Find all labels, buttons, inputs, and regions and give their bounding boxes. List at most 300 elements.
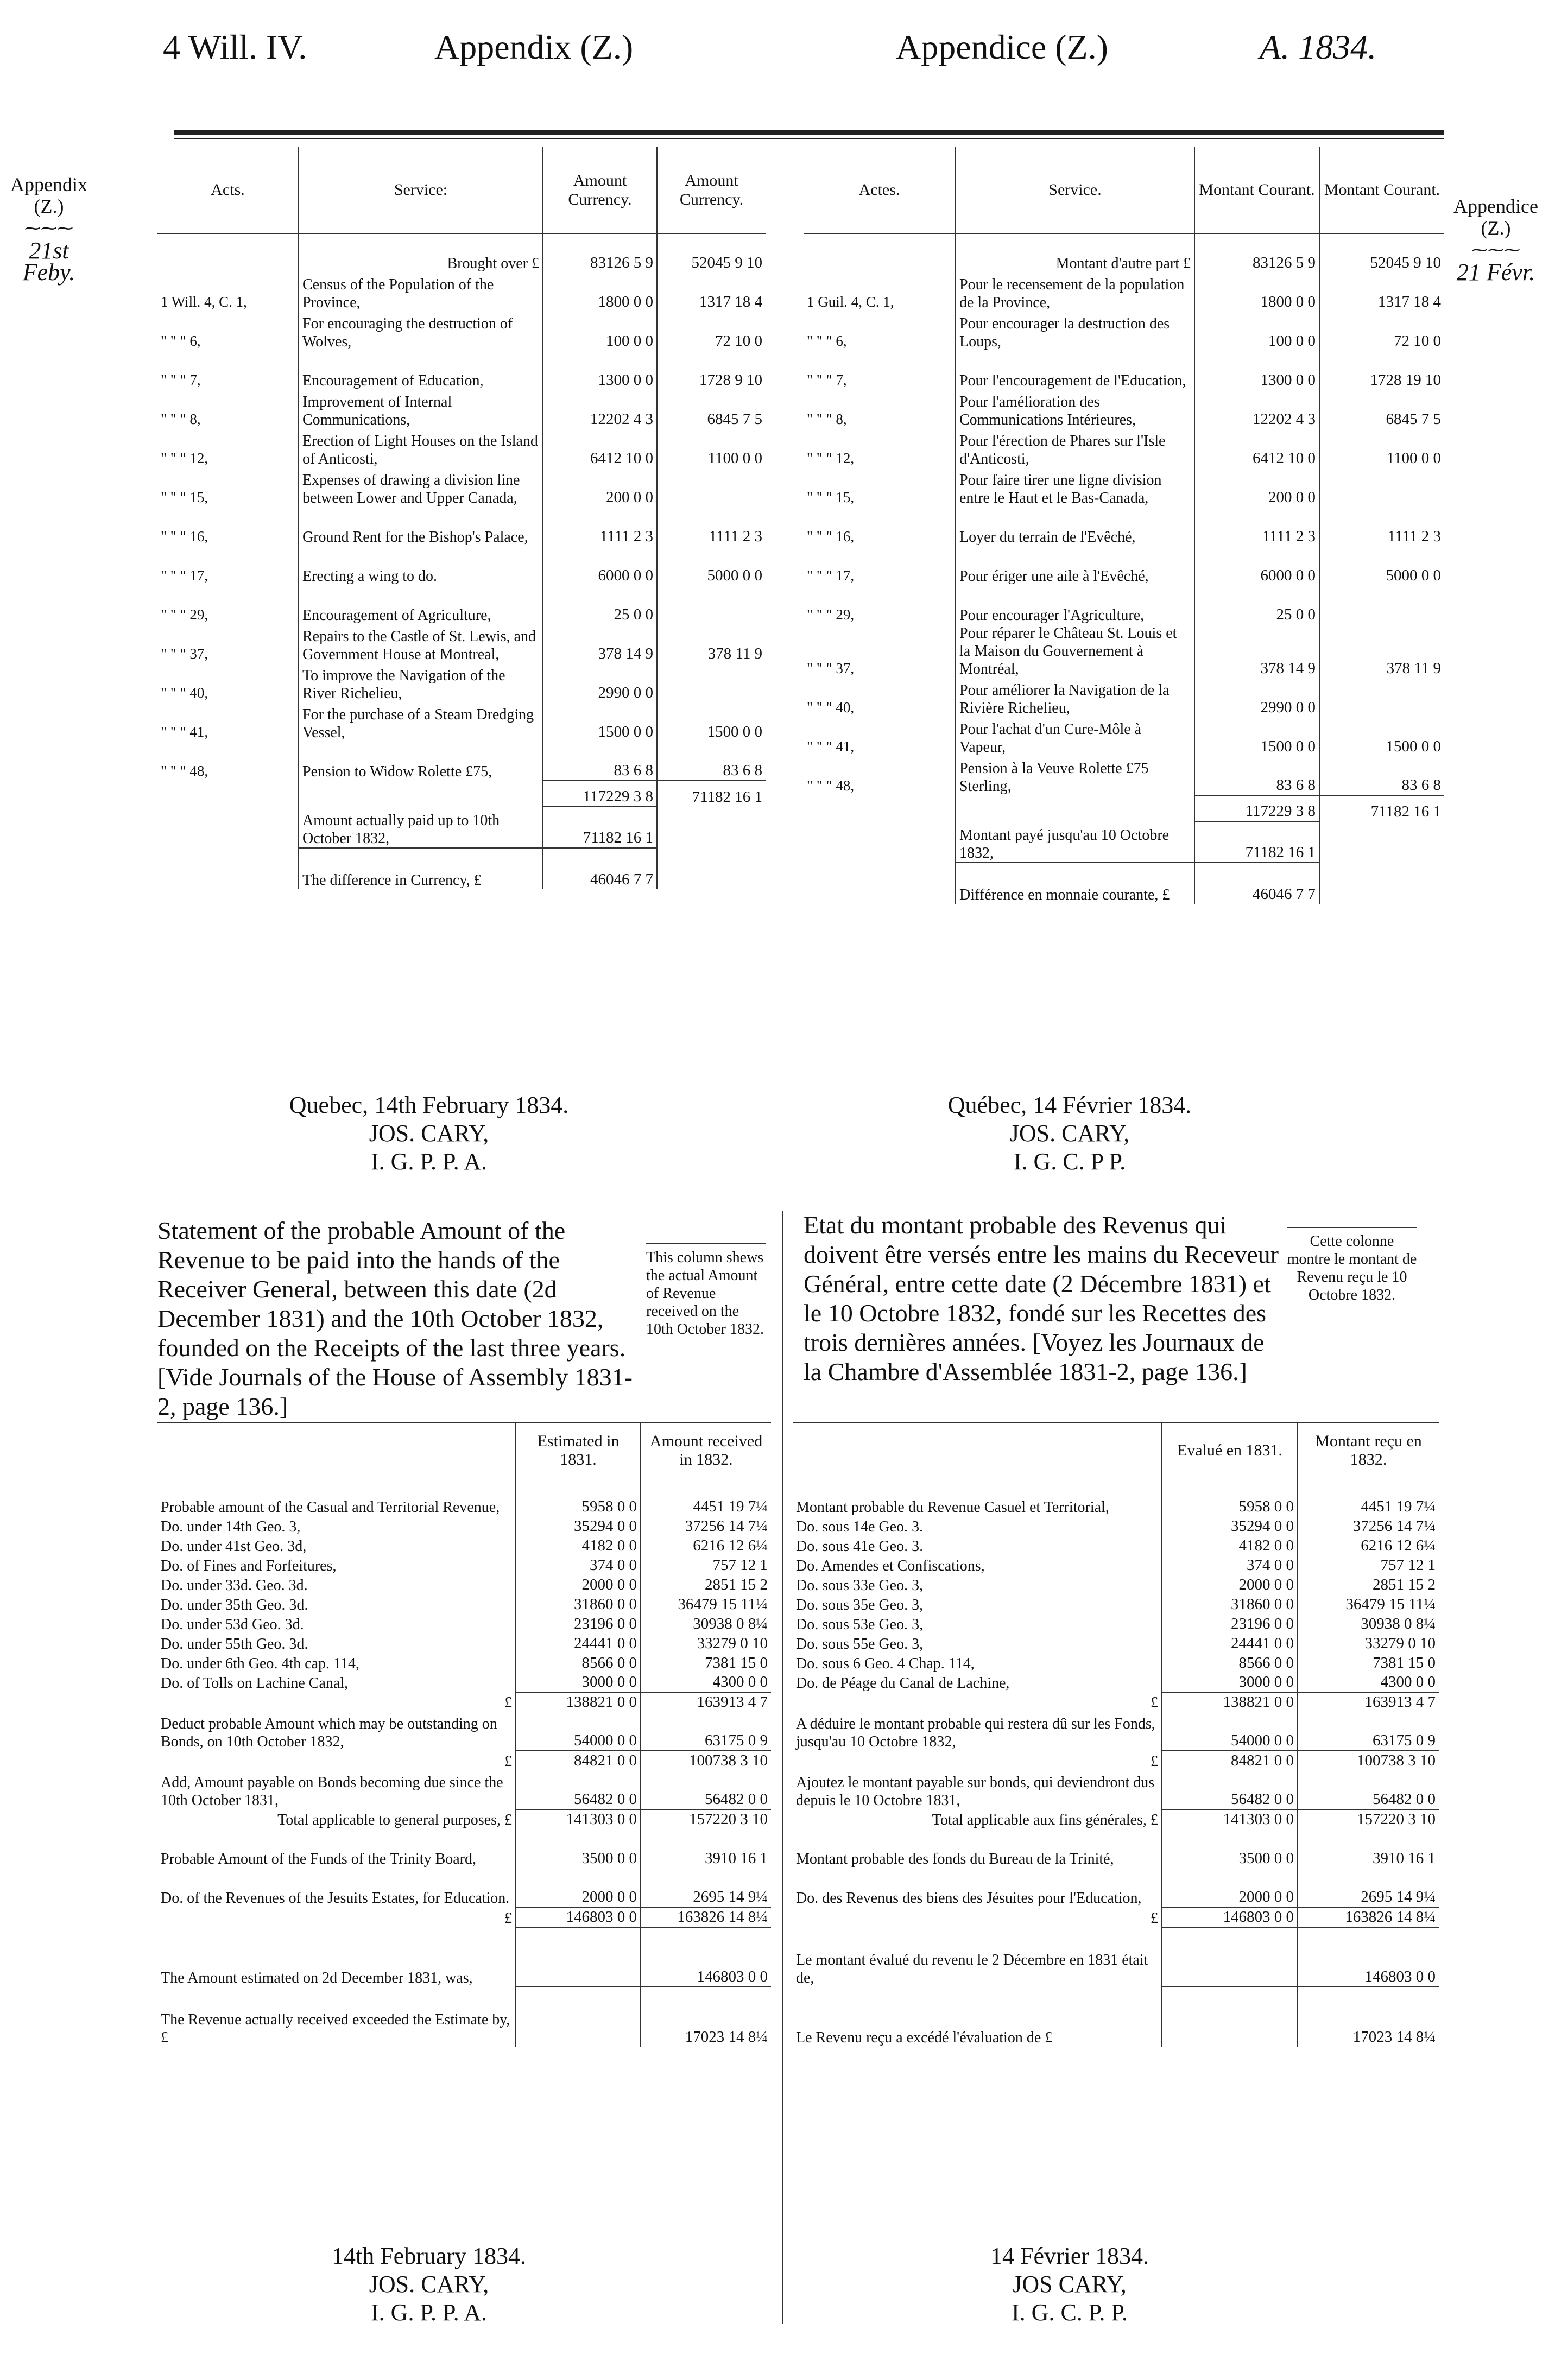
signature-title: I. G. C. P P. (1013, 1148, 1126, 1175)
amount-estimated: 2000 0 0 (516, 1868, 641, 1907)
revenue-table-fr (793, 1422, 1439, 2047)
paid-row (804, 821, 1444, 863)
amount-received: 33279 0 10 (697, 1635, 768, 1652)
paid-row (157, 807, 766, 848)
amount-paid: 1500 0 0 (1386, 738, 1441, 755)
service-label: Encouragement of Agriculture, (299, 585, 543, 624)
revenue-label: Do. sous 55e Geo. 3, (793, 1634, 1162, 1653)
service-label: Pour réparer le Château St. Louis et la Maison du Gouvernement à Montréal, (956, 624, 1194, 678)
amount-estimated: 200 0 0 (1194, 468, 1319, 507)
col-amount: Amount Currency. (543, 147, 657, 233)
amount-estimated: 54000 0 0 (516, 1712, 641, 1751)
amount-estimated: 6412 10 0 (543, 429, 657, 468)
margin-left (5, 174, 92, 286)
amount-received: 6216 12 6¼ (693, 1537, 768, 1554)
amount-received: 757 12 1 (1380, 1556, 1436, 1574)
amount-estimated: 3000 0 0 (1162, 1673, 1298, 1692)
table-row (157, 351, 766, 390)
amount-estimated: 56482 0 0 (1162, 1770, 1298, 1809)
amount-paid: 6845 7 5 (1386, 410, 1441, 428)
amount-received: 36479 15 11¼ (678, 1596, 768, 1613)
header-rule-thin (174, 138, 1444, 139)
amount-estimated: 100 0 0 (543, 312, 657, 351)
amount-estimated: 2990 0 0 (543, 663, 657, 702)
act-ref: " " " 37, (804, 624, 956, 678)
table-row (157, 1907, 771, 1927)
revenue-label: Do. of Fines and Forfeitures, (157, 1555, 516, 1575)
table-row (793, 1751, 1439, 1770)
amount-estimated: 200 0 0 (543, 468, 657, 507)
revenue-label: Do. des Revenus des biens des Jésuites pour l'Education, (793, 1868, 1162, 1907)
col-service: Service. (956, 147, 1194, 233)
amount-estimated: 100 0 0 (1194, 312, 1319, 351)
act-ref: " " " 41, (157, 702, 299, 742)
amount-received: 37256 14 7¼ (685, 1517, 768, 1535)
total-row (804, 795, 1444, 821)
amount-estimated: 1111 2 3 (1194, 507, 1319, 546)
service-label: Pour le recensement de la population de la Province, (956, 273, 1194, 312)
act-ref: " " " 15, (804, 468, 956, 507)
statement-fr-note: Cette colonne montre le montant de Revenu reçu le 10 Octobre 1832. (1287, 1227, 1417, 1304)
amount-estimated: 24441 0 0 (516, 1634, 641, 1653)
table-row (793, 1829, 1439, 1868)
amount-received: 33279 0 10 (1364, 1635, 1436, 1652)
exceed-value: 17023 14 8¼ (1298, 1987, 1439, 2047)
service-label: Pour améliorer la Navigation de la Rivière Richelieu, (956, 678, 1194, 717)
table-row (804, 624, 1444, 678)
amount-estimated: 31860 0 0 (1162, 1594, 1298, 1614)
service-label: Pour encourager la destruction des Loups, (956, 312, 1194, 351)
table-row (157, 1692, 771, 1712)
table-row (793, 1634, 1439, 1653)
blank-cell (157, 781, 299, 807)
table-row (804, 546, 1444, 585)
amount-received: 163913 4 7 (1298, 1692, 1439, 1712)
act-ref: " " " 7, (157, 351, 299, 390)
estimate-value: 146803 0 0 (1298, 1927, 1439, 1987)
total-row (157, 781, 766, 807)
table-row (793, 1516, 1439, 1536)
service-label: Pension à la Veuve Rolette £75 Sterling, (956, 756, 1194, 795)
act-ref: " " " 17, (157, 546, 299, 585)
amount-estimated: 8566 0 0 (516, 1653, 641, 1673)
header-year: A. 1834. (1260, 28, 1377, 66)
service-label: Montant d'autre part £ (956, 233, 1194, 273)
amount-estimated: 138821 0 0 (1162, 1692, 1298, 1712)
table-row (804, 507, 1444, 546)
table-row (793, 1614, 1439, 1634)
amount-estimated: 374 0 0 (1162, 1555, 1298, 1575)
amount-estimated: 2000 0 0 (1162, 1575, 1298, 1594)
amount-received: 63175 0 9 (1373, 1732, 1436, 1749)
act-ref: " " " 40, (804, 678, 956, 717)
amount-estimated: 1300 0 0 (1194, 351, 1319, 390)
service-label: Pour l'encouragement de l'Education, (956, 351, 1194, 390)
table-row (793, 1673, 1439, 1692)
blank-cell (804, 863, 956, 904)
amount-received: 63175 0 9 (705, 1732, 768, 1749)
blank-cell (157, 848, 299, 889)
amount-received: 4300 0 0 (1380, 1673, 1436, 1691)
amount-received: 157220 3 10 (641, 1809, 771, 1829)
act-ref: " " " 40, (157, 663, 299, 702)
amount-received: 163826 14 8¼ (1298, 1907, 1439, 1927)
table-row (157, 1829, 771, 1868)
signature-en-1 (239, 1091, 619, 1176)
table-row (157, 468, 766, 507)
amount-estimated: 1800 0 0 (1194, 273, 1319, 312)
service-label: For the purchase of a Steam Dredging Vessel, (299, 702, 543, 742)
amount-paid: 378 11 9 (707, 645, 762, 662)
service-label: Pour encourager l'Agriculture, (956, 585, 1194, 624)
amount-paid: 1317 18 4 (1378, 293, 1441, 311)
amount-received: 30938 0 8¼ (693, 1615, 768, 1632)
amount-received: 2851 15 2 (705, 1576, 768, 1593)
revenue-label: Do. under 53d Geo. 3d. (157, 1614, 516, 1634)
amount-estimated: 25 0 0 (543, 585, 657, 624)
table-row (793, 1712, 1439, 1751)
service-label: Pour l'achat d'un Cure-Môle à Vapeur, (956, 717, 1194, 756)
amount-received: 163826 14 8¼ (641, 1907, 771, 1927)
amount-estimated: 146803 0 0 (1162, 1907, 1298, 1927)
service-label: Brought over £ (299, 233, 543, 273)
amount-received: 757 12 1 (712, 1556, 768, 1574)
revenue-label: Probable Amount of the Funds of the Trinity Board, (157, 1829, 516, 1868)
blank-cell (657, 807, 766, 848)
amount-estimated: 3500 0 0 (516, 1829, 641, 1868)
revenue-label: Do. Amendes et Confiscations, (793, 1555, 1162, 1575)
signature-place: 14 Février 1834. (990, 2243, 1149, 2269)
service-label: Loyer du terrain de l'Evêché, (956, 507, 1194, 546)
col-evalue: Evalué en 1831. (1162, 1423, 1298, 1477)
blank-cell (1319, 821, 1444, 863)
service-label: Repairs to the Castle of St. Lewis, and Government House at Montreal, (299, 624, 543, 663)
table-row (157, 1477, 771, 1516)
service-label: For encouraging the destruction of Wolves, (299, 312, 543, 351)
amount-estimated: 2000 0 0 (1162, 1868, 1298, 1907)
estimate-label: The Amount estimated on 2d December 1831, was, (157, 1927, 516, 1987)
blank-cell (516, 1927, 641, 1987)
signature-title: I. G. P. P. A. (371, 2299, 487, 2326)
amount-estimated: 83 6 8 (1194, 756, 1319, 795)
revenue-label: £ (157, 1692, 516, 1712)
column-divider (782, 1211, 783, 2324)
col-montant: Montant Courant. (1194, 147, 1319, 233)
table-row (157, 429, 766, 468)
amount-estimated: 5958 0 0 (516, 1477, 641, 1516)
exceed-row (157, 1987, 771, 2047)
statement-fr-text: Etat du montant probable des Revenus qui doivent être versés entre les mains du Receveur Général, entre cette date (2 Décembre 1831) et le 10 Octobre 1832, fondé sur les Recettes des trois dernières années. [Voyez les Journaux de la Chambre d'Assemblée 1831-2, page 136.] (804, 1211, 1279, 1385)
amount-received: 4451 19 7¼ (1361, 1498, 1436, 1515)
amount-received: 4300 0 0 (712, 1673, 768, 1691)
blank-cell (516, 1987, 641, 2047)
table-row (157, 1594, 771, 1614)
total-amount: 117229 3 8 (543, 781, 657, 807)
table-row (157, 1868, 771, 1907)
col-acts: Acts. (157, 147, 299, 233)
revenue-label: Do. sous 35e Geo. 3, (793, 1594, 1162, 1614)
amount-received: 2851 15 2 (1373, 1576, 1436, 1593)
amount-estimated: 1500 0 0 (543, 702, 657, 742)
table-row (157, 663, 766, 702)
table-row (804, 468, 1444, 507)
table-row (793, 1594, 1439, 1614)
paid-value: 71182 16 1 (1194, 821, 1319, 863)
table-row (804, 756, 1444, 795)
amount-received: 7381 15 0 (705, 1654, 768, 1672)
table-row (157, 1536, 771, 1555)
signature-title: I. G. C. P. P. (1012, 2299, 1128, 2326)
table-row (793, 1477, 1439, 1516)
total-amount: 117229 3 8 (1194, 795, 1319, 821)
amount-estimated: 35294 0 0 (516, 1516, 641, 1536)
table-row (793, 1692, 1439, 1712)
revenue-label: Do. sous 33e Geo. 3, (793, 1575, 1162, 1594)
margin-right-date: 21 Févr. (1456, 259, 1535, 286)
total-paid: 71182 16 1 (657, 781, 766, 807)
signature-place: Québec, 14 Février 1834. (947, 1092, 1192, 1118)
revenue-label: £ (157, 1907, 516, 1927)
amount-paid: 5000 0 0 (1386, 567, 1441, 584)
col-actes: Actes. (804, 147, 956, 233)
service-table-fr (804, 147, 1444, 904)
table-row (157, 624, 766, 663)
service-label: Expenses of drawing a division line between Lower and Upper Canada, (299, 468, 543, 507)
signature-name: JOS. CARY, (369, 1120, 489, 1147)
amount-received: 7381 15 0 (1373, 1654, 1436, 1672)
exceed-label: The Revenue actually received exceeded the Estimate by, £ (157, 1987, 516, 2047)
revenue-label: Do. under 55th Geo. 3d. (157, 1634, 516, 1653)
service-label: Pour faire tirer une ligne division entre le Haut et le Bas-Canada, (956, 468, 1194, 507)
amount-paid: 1111 2 3 (709, 528, 762, 545)
revenue-label: Do. under 6th Geo. 4th cap. 114, (157, 1653, 516, 1673)
amount-estimated: 141303 0 0 (1162, 1809, 1298, 1829)
table-row (157, 585, 766, 624)
amount-received: 30938 0 8¼ (1361, 1615, 1436, 1632)
blank-cell (299, 781, 543, 807)
amount-received: 2695 14 9¼ (693, 1888, 768, 1906)
revenue-label: Probable amount of the Casual and Territorial Revenue, (157, 1477, 516, 1516)
table-row (804, 717, 1444, 756)
amount-paid (657, 663, 766, 702)
flourish-icon: ⁓⁓⁓ (1471, 241, 1520, 259)
estimate-row (793, 1927, 1439, 1987)
amount-paid: 72 10 0 (715, 332, 762, 350)
amount-estimated: 31860 0 0 (516, 1594, 641, 1614)
amount-estimated: 8566 0 0 (1162, 1653, 1298, 1673)
act-ref: " " " 8, (157, 390, 299, 429)
amount-paid: 5000 0 0 (707, 567, 762, 584)
revenue-label: Do. sous 14e Geo. 3. (793, 1516, 1162, 1536)
table-row (793, 1868, 1439, 1907)
difference-label: The difference in Currency, £ (299, 848, 543, 889)
paid-value: 71182 16 1 (543, 807, 657, 848)
amount-received: 36479 15 11¼ (1345, 1596, 1436, 1613)
service-label: Erection of Light Houses on the Island of Anticosti, (299, 429, 543, 468)
table-row (157, 1712, 771, 1751)
header-appendix-fr: Appendice (Z.) (896, 28, 1108, 66)
service-label: Pension to Widow Rolette £75, (299, 742, 543, 781)
amount-paid: 52045 9 10 (691, 254, 762, 271)
table-row (157, 1770, 771, 1809)
table-row (804, 429, 1444, 468)
difference-value: 46046 7 7 (1194, 863, 1319, 904)
table-row (804, 351, 1444, 390)
act-ref: " " " 48, (157, 742, 299, 781)
amount-estimated: 24441 0 0 (1162, 1634, 1298, 1653)
amount-paid: 6845 7 5 (707, 410, 762, 428)
blank-cell (804, 795, 956, 821)
service-label: Ground Rent for the Bishop's Palace, (299, 507, 543, 546)
service-table-en (157, 147, 766, 889)
act-ref (157, 233, 299, 273)
table-row (157, 312, 766, 351)
signature-place: Quebec, 14th February 1834. (289, 1092, 569, 1118)
amount-estimated: 4182 0 0 (516, 1536, 641, 1555)
amount-estimated: 3500 0 0 (1162, 1829, 1298, 1868)
amount-estimated: 1800 0 0 (543, 273, 657, 312)
amount-estimated: 23196 0 0 (516, 1614, 641, 1634)
amount-estimated: 23196 0 0 (1162, 1614, 1298, 1634)
revenue-label: Do. sous 53e Geo. 3, (793, 1614, 1162, 1634)
act-ref: " " " 7, (804, 351, 956, 390)
signature-fr-2 (880, 2242, 1260, 2327)
margin-left-label: Appendix (Z.) (10, 174, 87, 217)
amount-paid: 1728 9 10 (699, 371, 762, 389)
amount-received: 3910 16 1 (705, 1850, 768, 1867)
amount-paid: 1100 0 0 (707, 450, 762, 467)
table-row (793, 1653, 1439, 1673)
amount-received: 56482 0 0 (1373, 1790, 1436, 1808)
amount-received: 100738 3 10 (1298, 1751, 1439, 1770)
amount-paid (657, 585, 766, 624)
flourish-icon: ⁓⁓⁓ (24, 219, 73, 237)
service-label: Erecting a wing to do. (299, 546, 543, 585)
blank-cell (1162, 1987, 1298, 2047)
revenue-label: Do. sous 41e Geo. 3. (793, 1536, 1162, 1555)
revenue-label: £ (793, 1692, 1162, 1712)
total-paid: 71182 16 1 (1319, 795, 1444, 821)
amount-paid: 378 11 9 (1386, 660, 1441, 677)
service-label: Pour l'érection de Phares sur l'Isle d'Anticosti, (956, 429, 1194, 468)
amount-estimated: 25 0 0 (1194, 585, 1319, 624)
service-label: Encouragement of Education, (299, 351, 543, 390)
amount-paid (1319, 468, 1444, 507)
table-row (157, 1751, 771, 1770)
amount-estimated: 6000 0 0 (543, 546, 657, 585)
table-row (157, 1809, 771, 1829)
table-row (793, 1536, 1439, 1555)
signature-name: JOS CARY, (1013, 2271, 1127, 2297)
amount-received: 2695 14 9¼ (1361, 1888, 1436, 1906)
amount-received: 157220 3 10 (1298, 1809, 1439, 1829)
amount-estimated: 83 6 8 (543, 742, 657, 781)
signature-en-2 (239, 2242, 619, 2327)
amount-paid: 1111 2 3 (1387, 528, 1441, 545)
revenue-label: Do. under 41st Geo. 3d, (157, 1536, 516, 1555)
amount-paid: 1317 18 4 (699, 293, 762, 311)
amount-paid: 52045 9 10 (1370, 254, 1441, 271)
amount-estimated: 1300 0 0 (543, 351, 657, 390)
amount-estimated: 84821 0 0 (1162, 1751, 1298, 1770)
signature-name: JOS. CARY, (1009, 1120, 1130, 1147)
act-ref: " " " 48, (804, 756, 956, 795)
blank-cell (157, 807, 299, 848)
col-amount: Amount Currency. (657, 147, 766, 233)
difference-row (804, 863, 1444, 904)
amount-estimated: 12202 4 3 (1194, 390, 1319, 429)
revenue-label: Do. sous 6 Geo. 4 Chap. 114, (793, 1653, 1162, 1673)
estimate-row (157, 1927, 771, 1987)
revenue-label: Do. under 33d. Geo. 3d. (157, 1575, 516, 1594)
exceed-row (793, 1987, 1439, 2047)
revenue-label: Deduct probable Amount which may be outstanding on Bonds, on 10th October 1832, (157, 1712, 516, 1751)
amount-paid (1319, 585, 1444, 624)
amount-estimated: 2990 0 0 (1194, 678, 1319, 717)
table-row (157, 273, 766, 312)
blank-cell (956, 795, 1194, 821)
amount-received: 100738 3 10 (641, 1751, 771, 1770)
amount-received: 163913 4 7 (641, 1692, 771, 1712)
amount-paid: 83 6 8 (1401, 776, 1441, 794)
act-ref: " " " 6, (157, 312, 299, 351)
table-row (804, 585, 1444, 624)
amount-estimated: 146803 0 0 (516, 1907, 641, 1927)
service-label: Improvement of Internal Communications, (299, 390, 543, 429)
paid-label: Montant payé jusqu'au 10 Octobre 1832, (956, 821, 1194, 863)
amount-estimated: 6000 0 0 (1194, 546, 1319, 585)
table-row (157, 1555, 771, 1575)
amount-estimated: 6412 10 0 (1194, 429, 1319, 468)
amount-paid (657, 468, 766, 507)
amount-estimated: 83126 5 9 (1194, 233, 1319, 273)
amount-paid: 1728 19 10 (1370, 371, 1441, 389)
signature-fr-1 (880, 1091, 1260, 1176)
revenue-label: Do. of the Revenues of the Jesuits Estates, for Education. (157, 1868, 516, 1907)
act-ref: " " " 16, (804, 507, 956, 546)
revenue-label: Do. of Tolls on Lachine Canal, (157, 1673, 516, 1692)
amount-estimated: 83126 5 9 (543, 233, 657, 273)
statement-en-text: Statement of the probable Amount of the Revenue to be paid into the hands of the Receiver General, between this date (2d December 1831) and the 10th October 1832, founded on the Receipts of the last three years. [Vide Journals of the House of Assembly 1831-2, page 136.] (157, 1217, 633, 1420)
amount-received: 3910 16 1 (1373, 1850, 1436, 1867)
revenue-label: Do. de Péage du Canal de Lachine, (793, 1673, 1162, 1692)
amount-estimated: 2000 0 0 (516, 1575, 641, 1594)
difference-label: Différence en monnaie courante, £ (956, 863, 1194, 904)
act-ref: " " " 29, (157, 585, 299, 624)
col-service: Service: (299, 147, 543, 233)
statement-en-note: This column shews the actual Amount of Revenue received on the 10th October 1832. (646, 1243, 766, 1338)
table-row (804, 273, 1444, 312)
col-recu: Montant reçu en 1832. (1298, 1423, 1439, 1477)
exceed-value: 17023 14 8¼ (641, 1987, 771, 2047)
table-row (157, 1516, 771, 1536)
table-row (157, 390, 766, 429)
service-label: To improve the Navigation of the River Richelieu, (299, 663, 543, 702)
revenue-label: Add, Amount payable on Bonds becoming due since the 10th October 1831, (157, 1770, 516, 1809)
difference-value: 46046 7 7 (543, 848, 657, 889)
amount-estimated: 84821 0 0 (516, 1751, 641, 1770)
blank-cell (1162, 1927, 1298, 1987)
table-row (157, 233, 766, 273)
col-montant: Montant Courant. (1319, 147, 1444, 233)
act-ref: " " " 37, (157, 624, 299, 663)
margin-right (1444, 195, 1547, 286)
amount-estimated: 3000 0 0 (516, 1673, 641, 1692)
table-row (793, 1575, 1439, 1594)
table-row (157, 1614, 771, 1634)
revenue-table-en (157, 1422, 771, 2047)
amount-estimated: 141303 0 0 (516, 1809, 641, 1829)
